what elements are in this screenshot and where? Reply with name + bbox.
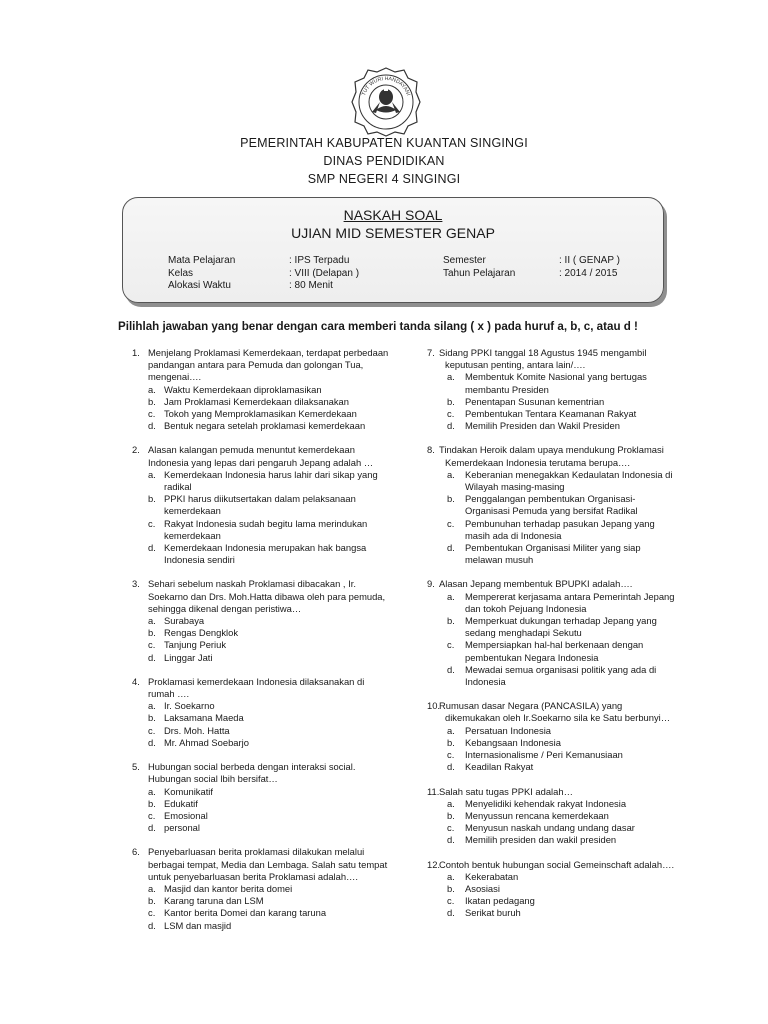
option-text: dan tokoh Pejuang Indonesia: [465, 602, 587, 614]
option-text: Mewadai semua organisasi politik yang ada di: [465, 663, 657, 675]
meta-value: : 80 Menit: [289, 280, 333, 291]
option-letter: b.: [148, 797, 156, 809]
option-letter: a.: [148, 383, 156, 395]
question-text: Hubungan social lbih bersifat…: [148, 773, 278, 785]
answer-option[interactable]: [420, 396, 682, 408]
meta-right-values: [559, 255, 620, 280]
option-letter: b.: [447, 493, 455, 505]
tut-wuri-handayani-logo: [350, 66, 422, 138]
question-item: [120, 578, 390, 663]
option-text: Tokoh yang Memproklamasikan Kemerdekaan: [164, 408, 357, 420]
option-letter: d.: [148, 651, 156, 663]
exam-info-box: [122, 197, 664, 303]
option-text: masih ada di Indonesia: [465, 529, 562, 541]
option-text: Organisasi Pemuda yang bersifat Radikal: [465, 505, 638, 517]
option-text: Wilayah masing-masing: [465, 481, 565, 493]
option-text: Memilih Presiden dan Wakil Presiden: [465, 420, 620, 432]
option-letter: a.: [148, 468, 156, 480]
option-text: Memperkuat dukungan terhadap Jepang yang: [465, 615, 657, 627]
meta-left-values: [289, 255, 359, 293]
answer-option[interactable]: [120, 396, 390, 408]
option-text: Drs. Moh. Hatta: [164, 724, 230, 736]
option-text: Indonesia sendiri: [164, 554, 235, 566]
option-text: Surabaya: [164, 615, 205, 627]
option-letter: d.: [148, 420, 156, 432]
option-letter: c.: [148, 408, 156, 420]
option-letter: b.: [148, 493, 156, 505]
option-letter: a.: [447, 371, 455, 383]
answer-option[interactable]: [120, 895, 390, 907]
option-letter: a.: [447, 870, 455, 882]
meta-label: Semester: [443, 255, 486, 266]
option-letter: c.: [447, 895, 455, 907]
meta-label: Alokasi Waktu: [168, 280, 231, 291]
answer-option[interactable]: [420, 469, 682, 493]
answer-option[interactable]: [120, 920, 390, 932]
option-text: Kantor berita Domei dan karang taruna: [164, 907, 327, 919]
meta-value: : IPS Terpadu: [289, 255, 350, 266]
question-item: [120, 676, 390, 749]
option-text: Rengas Dengklok: [164, 627, 239, 639]
option-letter: a.: [447, 724, 455, 736]
option-text: Pembentukan Organisasi Militer yang siap: [465, 542, 641, 554]
option-letter: d.: [148, 822, 156, 834]
option-text: Kemerdekaan Indonesia merupakan hak bangsa: [164, 542, 367, 554]
option-text: Menyussun rencana kemerdekaan: [465, 809, 609, 821]
question-text: untuk penyebarluasan berita Proklamasi adalah….: [148, 870, 359, 882]
option-text: Keberanian menegakkan Kedaulatan Indonesia di: [465, 468, 673, 480]
meta-value: : VIII (Delapan ): [289, 267, 360, 279]
option-text: Emosional: [164, 809, 208, 821]
option-text: Penentapan Susunan kementrian: [465, 395, 605, 407]
option-text: Masjid dan kantor berita domei: [164, 882, 293, 894]
answer-option[interactable]: [120, 493, 390, 517]
option-letter: d.: [447, 420, 455, 432]
option-text: Kemerdekaan Indonesia harus lahir dari sikap yang: [164, 468, 378, 480]
question-text: Penyebarluasan berita proklamasi dilakukan melalui: [148, 846, 365, 858]
option-text: kemerdekaan: [164, 529, 221, 541]
option-text: Ikatan pedagang: [465, 895, 535, 907]
option-letter: b.: [447, 615, 455, 627]
option-text: Internasionalisme / Peri Kemanusiaan: [465, 749, 623, 761]
question-text: keputusan penting, antara lain/….: [445, 359, 586, 371]
question-item: [420, 578, 682, 688]
question-number: 10.: [427, 700, 441, 712]
answer-option[interactable]: [420, 542, 682, 566]
question-text: Tindakan Heroik dalam upaya mendukung Proklamasi: [439, 444, 664, 456]
questions-column-right: [420, 347, 682, 932]
question-text: mengenai….: [148, 371, 202, 383]
answer-option[interactable]: [120, 469, 390, 493]
option-text: Memilih presiden dan wakil presiden: [465, 834, 617, 846]
answer-option[interactable]: [420, 615, 682, 639]
question-text: Rumusan dasar Negara (PANCASILA) yang: [439, 700, 623, 712]
option-letter: a.: [447, 590, 455, 602]
option-letter: d.: [447, 907, 455, 919]
option-text: Waktu Kemerdekaan diproklamasikan: [164, 383, 322, 395]
option-letter: d.: [148, 919, 156, 931]
question-text: Salah satu tugas PPKI adalah…: [439, 785, 573, 797]
answer-option[interactable]: [120, 700, 390, 712]
option-text: Pembentukan Tentara Keamanan Rakyat: [465, 408, 637, 420]
option-text: Mempererat kerjasama antara Pemerintah Jepang: [465, 590, 675, 602]
answer-option[interactable]: [420, 725, 682, 737]
question-text: Sehari sebelum naskah Proklamasi dibacakan , Ir.: [148, 578, 356, 590]
answer-option[interactable]: [420, 761, 682, 773]
answer-option[interactable]: [120, 542, 390, 566]
answer-option[interactable]: [420, 822, 682, 834]
option-text: melawan musuh: [465, 554, 534, 566]
answer-option[interactable]: [120, 384, 390, 396]
question-text: Sidang PPKI tanggal 18 Agustus 1945 mengambil: [439, 347, 647, 358]
question-text: Menjelang Proklamasi Kemerdekaan, terdapat perbedaan: [148, 347, 389, 358]
answer-option[interactable]: [120, 518, 390, 542]
meta-label: Kelas: [168, 267, 194, 279]
answer-option[interactable]: [420, 810, 682, 822]
question-text: Alasan kalangan pemuda menuntut kemerdekaan: [148, 444, 355, 456]
svg-text:TUT WURI HANDAYANI: TUT WURI HANDAYANI: [361, 75, 411, 97]
question-text: Proklamasi kemerdekaan Indonesia dilaksanakan di: [148, 675, 365, 687]
meta-value: : 2014 / 2015: [559, 267, 618, 279]
question-item: [120, 846, 390, 931]
answer-option[interactable]: [420, 834, 682, 846]
option-text: Ir. Soekarno: [164, 700, 215, 712]
option-letter: b.: [447, 882, 455, 894]
header-government: PEMERINTAH KABUPATEN KUANTAN SINGINGI: [240, 136, 528, 150]
answer-option[interactable]: [420, 591, 682, 615]
answer-option[interactable]: [120, 420, 390, 432]
questions-column-left: [120, 347, 390, 944]
option-text: Linggar Jati: [164, 651, 213, 663]
answer-option[interactable]: [120, 907, 390, 919]
instruction-text: Pilihlah jawaban yang benar dengan cara memberi tanda silang ( x ) pada huruf a, b, c, atau d !: [118, 320, 638, 333]
question-number: 11.: [427, 785, 440, 797]
option-text: sedang menghadapi Sekutu: [465, 627, 582, 639]
option-letter: c.: [148, 639, 156, 651]
option-text: Komunikatif: [164, 785, 213, 797]
option-text: Asosiasi: [465, 882, 500, 894]
option-letter: c.: [447, 517, 455, 529]
answer-option[interactable]: [420, 493, 682, 517]
option-letter: b.: [148, 712, 156, 724]
question-text: Contoh bentuk hubungan social Gemeinschaft adalah….: [439, 858, 675, 870]
option-letter: a.: [148, 882, 156, 894]
option-letter: b.: [447, 395, 455, 407]
question-item: [120, 347, 390, 432]
meta-right-labels: [443, 255, 515, 280]
option-letter: c.: [447, 822, 455, 834]
option-text: Indonesia: [465, 676, 506, 688]
answer-option[interactable]: [120, 786, 390, 798]
question-item: [420, 347, 682, 432]
option-text: Kekerabatan: [465, 870, 519, 882]
answer-option[interactable]: [420, 639, 682, 663]
answer-option[interactable]: [420, 749, 682, 761]
question-item: [120, 761, 390, 834]
option-text: Kebangsaan Indonesia: [465, 736, 561, 748]
option-letter: d.: [148, 736, 156, 748]
answer-option[interactable]: [120, 883, 390, 895]
answer-option[interactable]: [420, 737, 682, 749]
question-text: Indonesia yang lepas dari pengaruh Jepang adalah …: [148, 456, 374, 468]
option-text: PPKI harus diikutsertakan dalam pelaksanaan: [164, 493, 356, 505]
option-text: Serikat buruh: [465, 907, 521, 919]
option-text: Persatuan Indonesia: [465, 724, 552, 736]
question-text: Soekarno dan Drs. Moh.Hatta dibawa oleh para pemuda,: [148, 590, 386, 602]
answer-option[interactable]: [120, 822, 390, 834]
question-text: pandangan antara para Pemuda dan golongan Tua,: [148, 359, 364, 371]
option-letter: d.: [148, 542, 156, 554]
answer-option[interactable]: [120, 639, 390, 651]
option-letter: d.: [447, 834, 455, 846]
question-number: 8.: [427, 444, 435, 456]
option-letter: a.: [447, 468, 455, 480]
option-text: kemerdekaan: [164, 505, 221, 517]
option-text: membantu Presiden: [465, 383, 549, 395]
option-text: Laksamana Maeda: [164, 712, 244, 724]
answer-option[interactable]: [420, 664, 682, 688]
question-item: [420, 700, 682, 773]
question-text: Hubungan social berbeda dengan interaksi social.: [148, 761, 356, 773]
option-text: Penggalangan pembentukan Organisasi-: [465, 493, 636, 505]
option-text: Rakyat Indonesia sudah begitu lama merindukan: [164, 517, 368, 529]
option-letter: d.: [447, 761, 455, 773]
question-item: [420, 859, 682, 920]
answer-option[interactable]: [120, 725, 390, 737]
answer-option[interactable]: [420, 907, 682, 919]
meta-left-labels: [168, 255, 235, 293]
option-text: radikal: [164, 481, 192, 493]
header-department: DINAS PENDIDIKAN: [323, 154, 445, 168]
option-letter: a.: [148, 785, 156, 797]
option-text: Mr. Ahmad Soebarjo: [164, 736, 249, 748]
option-letter: a.: [447, 797, 455, 809]
answer-option[interactable]: [420, 798, 682, 810]
option-letter: c.: [447, 749, 455, 761]
option-letter: a.: [148, 615, 156, 627]
answer-option[interactable]: [420, 371, 682, 395]
option-letter: c.: [148, 809, 156, 821]
question-number: 1.: [132, 347, 140, 358]
meta-value: : II ( GENAP ): [559, 255, 620, 266]
option-letter: d.: [447, 663, 455, 675]
option-letter: c.: [447, 408, 455, 420]
option-text: Karang taruna dan LSM: [164, 895, 264, 907]
answer-option[interactable]: [420, 518, 682, 542]
option-letter: b.: [148, 395, 156, 407]
question-number: 7.: [427, 347, 435, 358]
option-text: Tanjung Periuk: [164, 639, 227, 651]
answer-option[interactable]: [420, 895, 682, 907]
option-text: Bentuk negara setelah proklamasi kemerdekaan: [164, 420, 366, 432]
question-item: [420, 444, 682, 566]
answer-option[interactable]: [120, 810, 390, 822]
answer-option[interactable]: [120, 652, 390, 664]
option-text: Mempersiapkan hal-hal berkenaan dengan: [465, 639, 644, 651]
option-letter: b.: [447, 736, 455, 748]
option-text: Jam Proklamasi Kemerdekaan dilaksanakan: [164, 395, 349, 407]
question-number: 12.: [427, 858, 441, 870]
question-text: berbagai tempat, Media dan Lembaga. Salah satu tempat: [148, 858, 388, 870]
answer-option[interactable]: [420, 871, 682, 883]
answer-option[interactable]: [120, 615, 390, 627]
option-text: personal: [164, 822, 200, 834]
option-text: pembentukan Negara Indonesia: [465, 651, 599, 663]
question-number: 3.: [132, 578, 140, 590]
option-letter: b.: [148, 627, 156, 639]
option-text: Keadilan Rakyat: [465, 761, 534, 773]
answer-option[interactable]: [120, 737, 390, 749]
question-number: 4.: [132, 675, 140, 687]
exam-title: NASKAH SOAL: [343, 207, 443, 223]
option-text: Membentuk Komite Nasional yang bertugas: [465, 371, 647, 383]
question-number: 2.: [132, 444, 140, 456]
option-text: Menyelidiki kehendak rakyat Indonesia: [465, 797, 627, 809]
answer-option[interactable]: [120, 798, 390, 810]
header-school: SMP NEGERI 4 SINGINGI: [307, 172, 461, 186]
question-text: Alasan Jepang membentuk BPUPKI adalah….: [439, 578, 633, 590]
option-letter: a.: [148, 700, 156, 712]
option-letter: c.: [447, 639, 455, 651]
question-text: Kemerdekaan Indonesia terutama berupa….: [445, 456, 631, 468]
answer-option[interactable]: [420, 883, 682, 895]
answer-option[interactable]: [420, 420, 682, 432]
option-text: LSM dan masjid: [164, 919, 232, 931]
question-text: rumah ….: [148, 688, 190, 700]
question-item: [120, 444, 390, 566]
question-text: dikemukakan oleh Ir.Soekarno sila ke Satu berbunyi…: [445, 712, 671, 724]
option-letter: c.: [148, 517, 156, 529]
answer-option[interactable]: [120, 408, 390, 420]
option-letter: c.: [148, 907, 156, 919]
question-number: 6.: [132, 846, 140, 858]
option-letter: d.: [447, 542, 455, 554]
question-item: [420, 786, 682, 847]
exam-subtitle: UJIAN MID SEMESTER GENAP: [291, 225, 495, 241]
school-header: [0, 134, 768, 188]
option-text: Pembunuhan terhadap pasukan Jepang yang: [465, 517, 655, 529]
option-text: Menyusun naskah undang undang dasar: [465, 822, 635, 834]
question-number: 9.: [427, 578, 435, 590]
answer-option[interactable]: [120, 627, 390, 639]
option-letter: b.: [148, 895, 156, 907]
option-letter: c.: [148, 724, 156, 736]
question-number: 5.: [132, 761, 140, 773]
answer-option[interactable]: [420, 408, 682, 420]
question-text: sehingga dikenal dengan peristiwa…: [148, 602, 302, 614]
option-text: Edukatif: [164, 797, 198, 809]
meta-label: Tahun Pelajaran: [443, 267, 516, 279]
answer-option[interactable]: [120, 712, 390, 724]
meta-label: Mata Pelajaran: [168, 255, 236, 266]
option-letter: b.: [447, 809, 455, 821]
